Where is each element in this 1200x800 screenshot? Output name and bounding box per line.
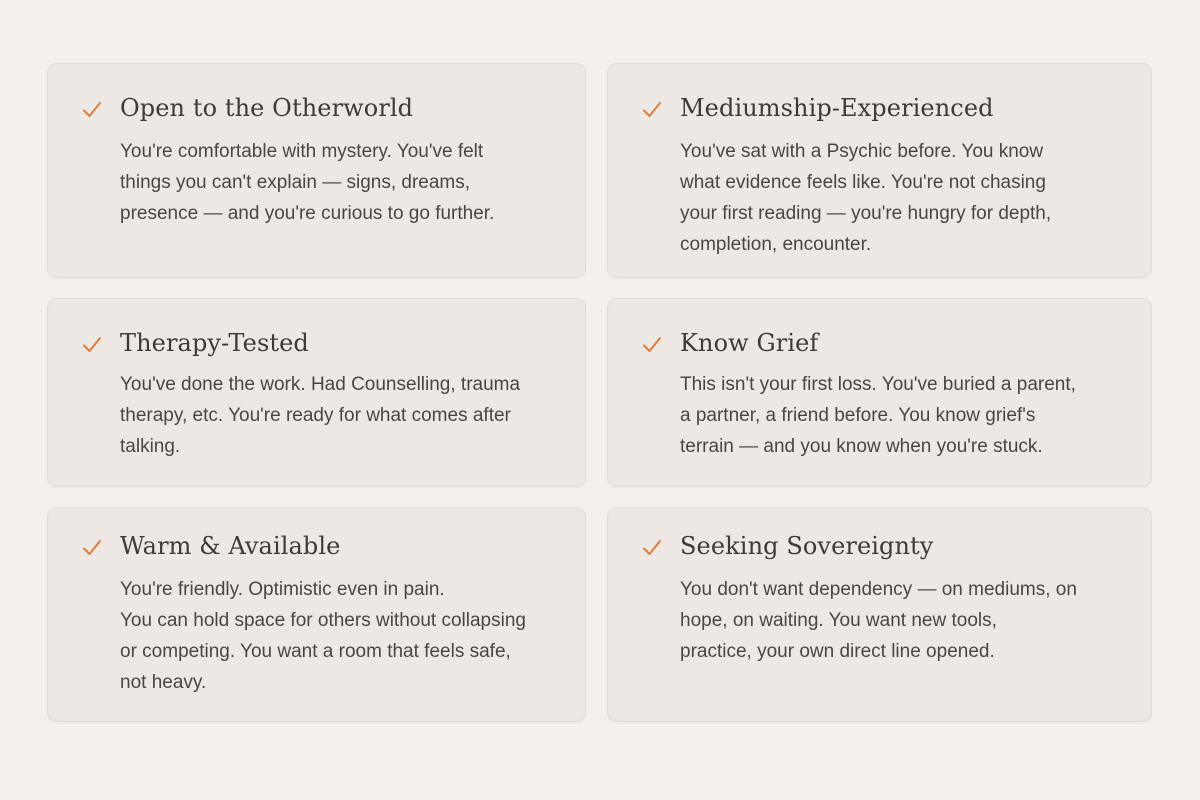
card-title: Seeking Sovereignty <box>680 532 934 560</box>
card-seeking-sovereignty <box>607 507 1152 722</box>
description-line: terrain — and you know when you're stuck. <box>680 436 1043 457</box>
description-line: or competing. You want a room that feels safe, <box>120 641 511 662</box>
description-line: practice, your own direct line opened. <box>680 641 995 662</box>
checkmark-icon <box>640 98 664 122</box>
card-know-grief <box>607 298 1152 487</box>
description-line: a partner, a friend before. You know grief's <box>680 405 1036 426</box>
card-description <box>120 574 565 698</box>
card-description <box>680 369 1131 462</box>
card-header <box>640 327 818 359</box>
description-line: You can hold space for others without collapsing <box>120 610 526 631</box>
card-header <box>80 327 309 359</box>
card-header <box>80 530 340 562</box>
card-header <box>80 92 413 124</box>
card-description <box>680 574 1131 667</box>
card-warm-and-available <box>47 507 586 722</box>
card-header <box>640 92 994 124</box>
description-line: You've done the work. Had Counselling, trauma <box>120 374 521 395</box>
checkmark-icon <box>80 536 104 560</box>
description-line: hope, on waiting. You want new tools, <box>680 610 997 631</box>
card-open-to-the-otherworld <box>47 63 586 278</box>
description-line: completion, encounter. <box>680 234 872 255</box>
description-line: You're comfortable with mystery. You've felt <box>120 141 484 162</box>
checkmark-icon <box>640 333 664 357</box>
checkmark-icon <box>80 333 104 357</box>
card-title: Mediumship-Experienced <box>680 94 994 122</box>
card-title: Know Grief <box>680 329 819 357</box>
description-line: presence — and you're curious to go further. <box>120 203 495 224</box>
description-line: This isn't your first loss. You've buried a parent, <box>680 374 1076 395</box>
card-title: Open to the Otherworld <box>120 94 414 122</box>
card-header <box>640 530 933 562</box>
description-line: talking. <box>120 436 181 457</box>
description-line: You've sat with a Psychic before. You know <box>680 141 1044 162</box>
card-title: Warm & Available <box>120 532 341 560</box>
card-description <box>120 369 565 462</box>
card-description <box>120 136 565 229</box>
description-line: therapy, etc. You're ready for what comes after <box>120 405 511 426</box>
description-line: not heavy. <box>120 672 207 693</box>
card-description <box>680 136 1131 260</box>
card-title: Therapy-Tested <box>120 329 309 357</box>
description-line: things you can't explain — signs, dreams, <box>120 172 471 193</box>
checkmark-icon <box>80 98 104 122</box>
card-mediumship-experienced <box>607 63 1152 278</box>
card-therapy-tested <box>47 298 586 487</box>
description-line: You're friendly. Optimistic even in pain. <box>120 579 445 600</box>
checkmark-icon <box>640 536 664 560</box>
description-line: your first reading — you're hungry for depth, <box>680 203 1052 224</box>
description-line: what evidence feels like. You're not chasing <box>680 172 1046 193</box>
description-line: You don't want dependency — on mediums, on <box>680 579 1077 600</box>
